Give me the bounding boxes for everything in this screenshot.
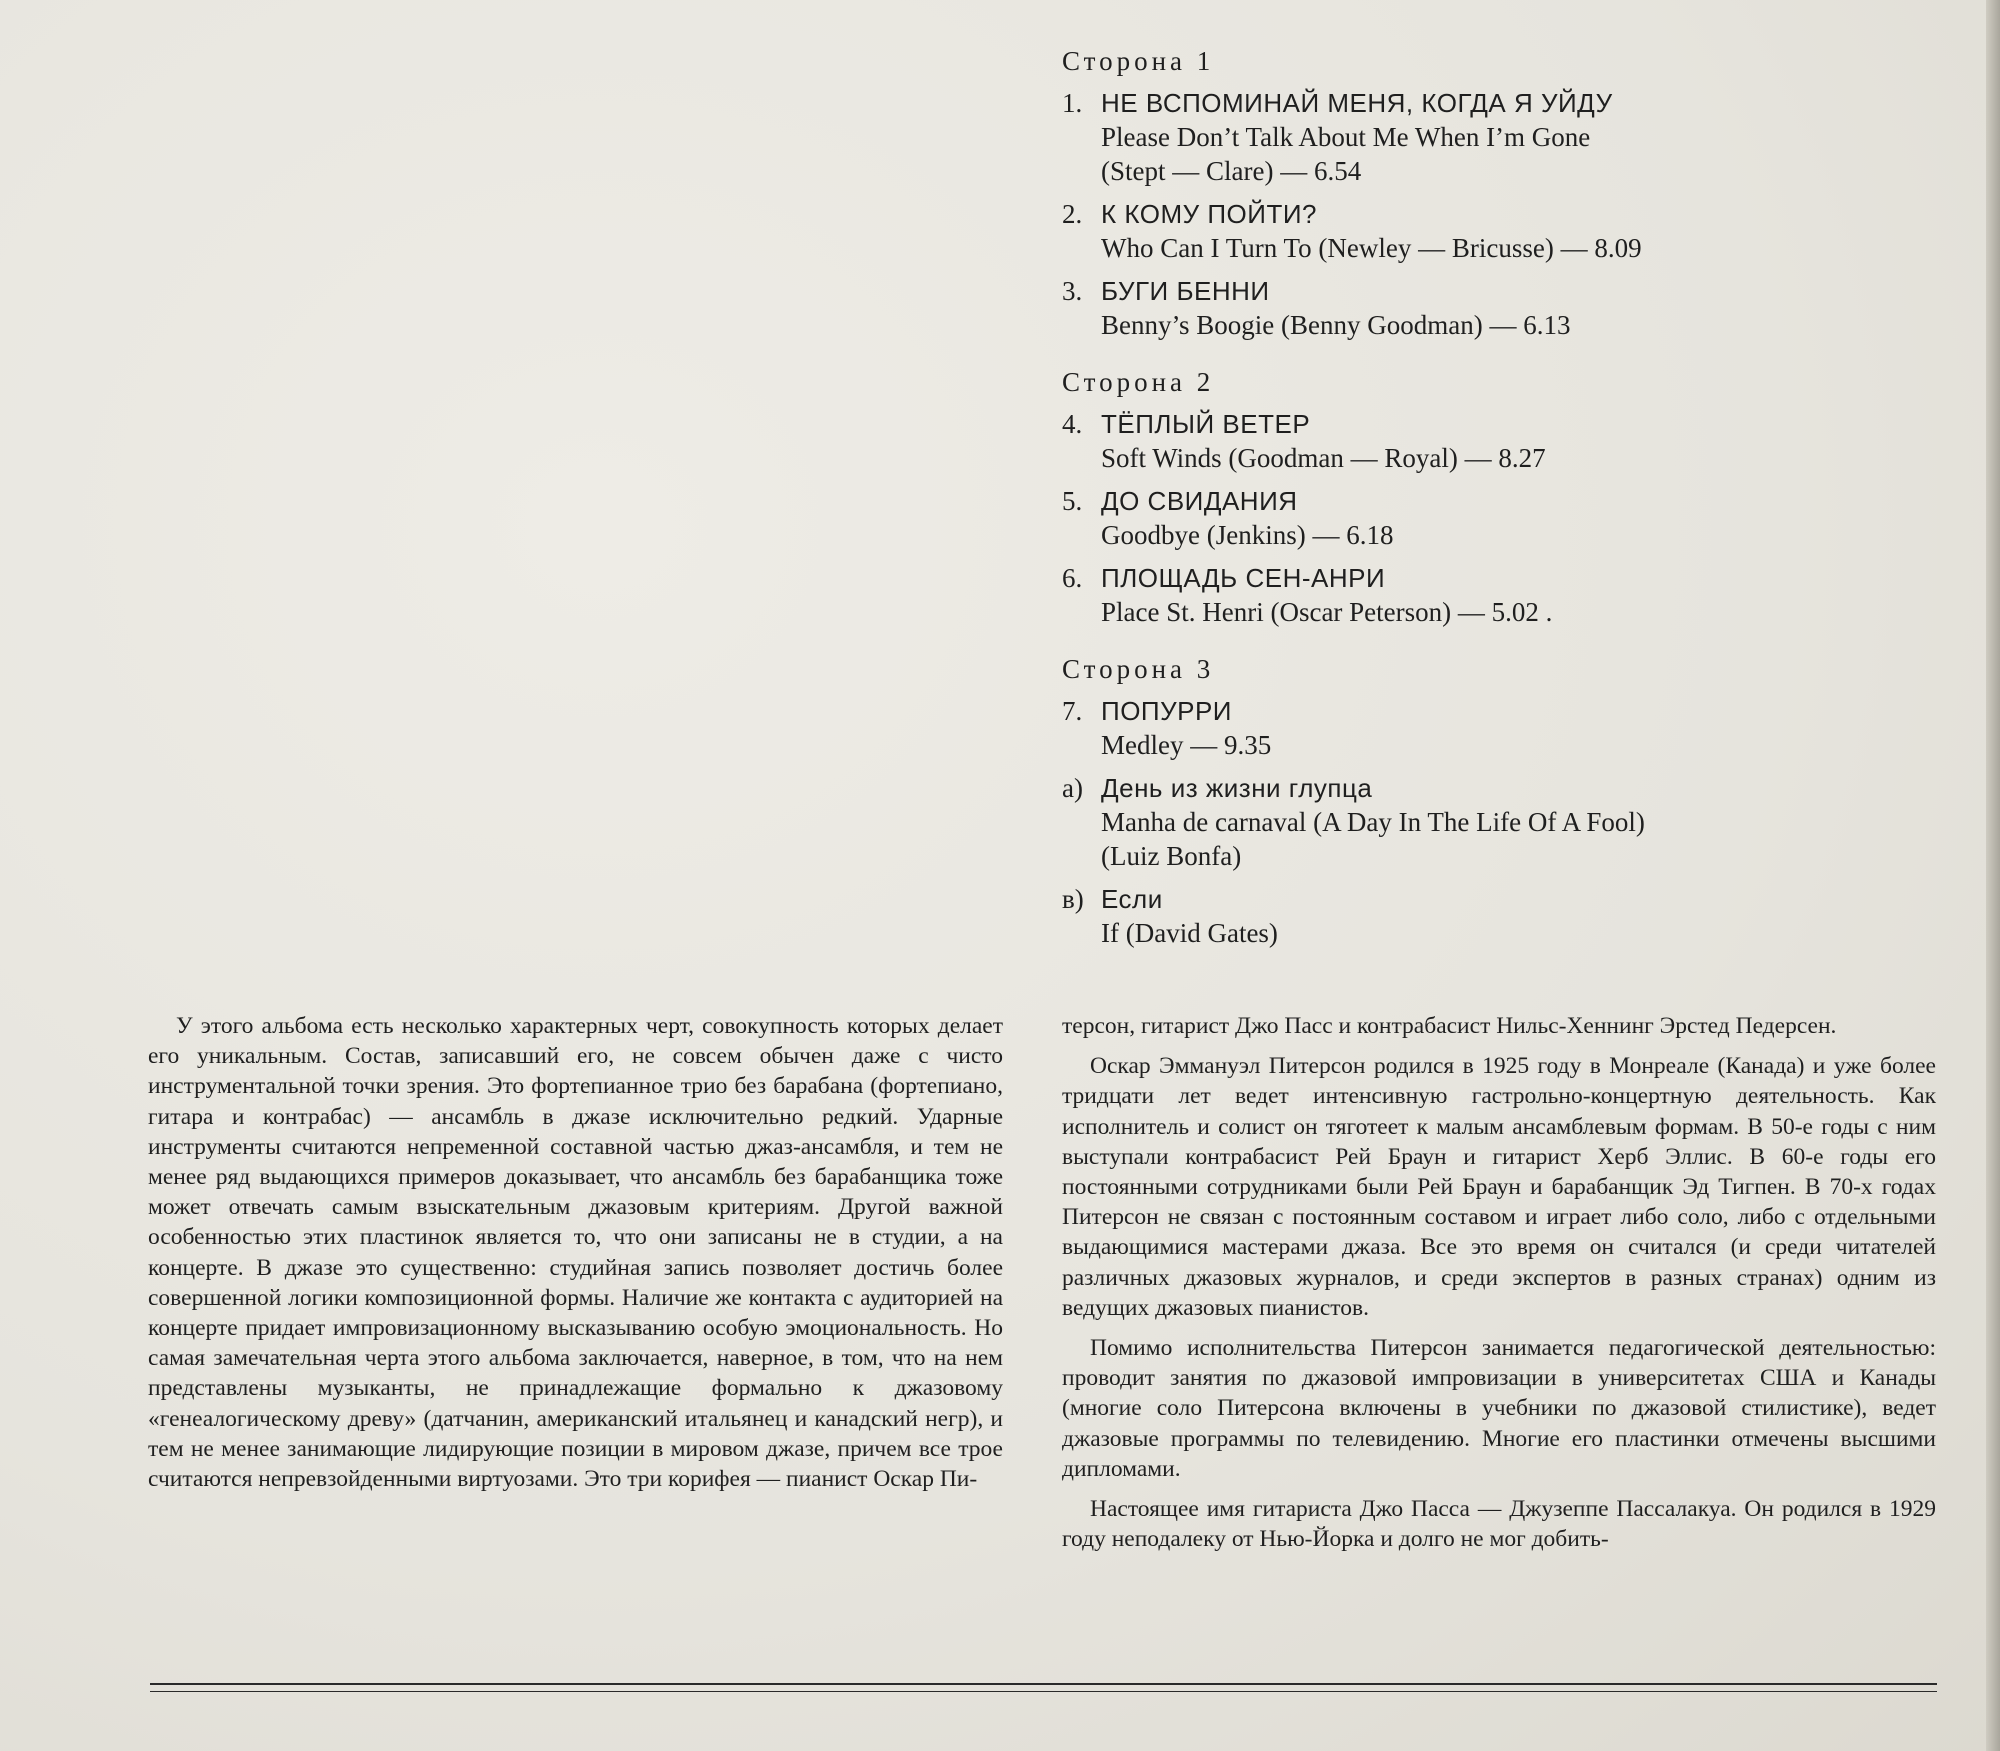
track-credit: Manha de carnaval (A Day In The Life Of A Fool) <box>1101 807 1645 837</box>
track-credit: (Stept — Clare) — 6.54 <box>1101 156 1362 186</box>
bottom-rule-thin <box>150 1691 1937 1692</box>
track-number: 6. <box>1062 563 1083 593</box>
track-title: День из жизни глупца <box>1101 773 1373 803</box>
track-credit: Medley — 9.35 <box>1101 730 1272 760</box>
side-heading: Сторона 2 <box>1062 367 1215 397</box>
track-number: 1. <box>1062 88 1083 118</box>
track-title: Если <box>1101 884 1163 914</box>
track-title: К КОМУ ПОЙТИ? <box>1101 199 1317 229</box>
side-3 <box>1062 652 1942 950</box>
track-item <box>1062 694 1942 762</box>
track-item <box>1062 771 1942 873</box>
side-heading: Сторона 1 <box>1062 46 1215 76</box>
track-item <box>1062 882 1942 950</box>
track-credit: Who Can I Turn To (Newley — Bricusse) — 8.09 <box>1101 233 1642 263</box>
track-number: 4. <box>1062 409 1083 439</box>
track-number: а) <box>1062 773 1083 803</box>
track-title: ПЛОЩАДЬ СЕН-АНРИ <box>1101 563 1386 593</box>
track-title: БУГИ БЕННИ <box>1101 276 1270 306</box>
track-credit: (Luiz Bonfa) <box>1101 841 1242 871</box>
track-credit: Benny’s Boogie (Benny Goodman) — 6.13 <box>1101 310 1571 340</box>
track-item <box>1062 197 1942 265</box>
track-number: 5. <box>1062 486 1083 516</box>
track-item <box>1062 484 1942 552</box>
track-number: в) <box>1062 884 1084 914</box>
side-heading: Сторона 3 <box>1062 654 1215 684</box>
track-title: ТЁПЛЫЙ ВЕТЕР <box>1101 409 1311 439</box>
track-title: ПОПУРРИ <box>1101 696 1232 726</box>
track-title: НЕ ВСПОМИНАЙ МЕНЯ, КОГДА Я УЙДУ <box>1101 88 1613 118</box>
liner-notes-right-column <box>1062 1011 1936 1564</box>
liner-notes-left-column <box>148 1011 1003 1504</box>
paragraph: У этого альбома есть несколько характерных черт, совокупность которых делает его уникальным. Состав, записавший его, не совсем обычен даже с чисто инструментальной точки зрения. Это фортепианное трио без барабана (фортепиано, гитара и контрабас) — ансамбль в джазе исключительно редкий. Ударные инструменты считаются непременной составной частью джаз-ансамбля, и тем не менее ряд выдающихся примеров доказывает, что ансамбль без барабанщика тоже может отвечать самым взыскательным джазовым критериям. Другой важной особенностью этих пластинок является то, что они записаны не в студии, а на концерте. В джазе это существенно: студийная запись позволяет достичь более совершенной логики композиционной формы. Наличие же контакта с аудиторией на концерте придает импровизационному высказыванию особую эмоциональность. Но самая замечательная черта этого альбома заключается, наверное, в том, что на нем представлены музыканты, не принадлежащие формально к джазовому «генеалогическому древу» (датчанин, американский итальянец и канадский негр), и тем не менее занимающие лидирующие позиции в мировом джазе, причем все трое считаются непревзойденными виртуозами. Это три корифея — пианист Оскар Пи- <box>148 1013 1003 1493</box>
page-edge-shadow <box>1986 0 2000 1751</box>
side-2 <box>1062 365 1942 629</box>
track-item <box>1062 86 1942 188</box>
paragraph: Помимо исполнительства Питерсон занимается педагогической деятельностью: проводит занятия по джазовой импровизации в университетах США и Канады (многие соло Питерсона включены в учебники по джазовой стилистике), ведет джазовые программы по телевидению. Многие его пластинки отмечены высшими дипломами. <box>1062 1335 1936 1482</box>
track-number: 7. <box>1062 696 1083 726</box>
track-listing <box>1062 44 1942 959</box>
track-item <box>1062 407 1942 475</box>
track-credit: Goodbye (Jenkins) — 6.18 <box>1101 520 1394 550</box>
track-title: ДО СВИДАНИЯ <box>1101 486 1298 516</box>
track-credit: Place St. Henri (Oscar Peterson) — 5.02 . <box>1101 597 1553 627</box>
track-credit: Please Don’t Talk About Me When I’m Gone <box>1101 122 1591 152</box>
track-item <box>1062 561 1942 629</box>
side-1 <box>1062 44 1942 342</box>
track-number: 3. <box>1062 276 1083 306</box>
paragraph: терсон, гитарист Джо Пасс и контрабасист Нильс-Хеннинг Эрстед Педерсен. <box>1062 1013 1837 1039</box>
track-number: 2. <box>1062 199 1083 229</box>
paragraph: Оскар Эммануэл Питерсон родился в 1925 году в Монреале (Канада) и уже более тридцати лет ведет интенсивную гастрольно-концертную деятельность. Как исполнитель и солист он тяготеет к малым ансамблевым формам. В 50-е годы с ним выступали контрабасист Рей Браун и гитарист Херб Эллис. В 60-е годы его постоянными сотрудниками были Рей Браун и барабанщик Эд Тигпен. В 70-х годах Питерсон не связан с постоянным составом и играет либо соло, либо с отдельными выдающимися мастерами джаза. Все это время он считался (и среди читателей различных джазовых журналов, и среди экспертов в разных странах) одним из ведущих джазовых пианистов. <box>1062 1053 1936 1321</box>
bottom-rule <box>150 1683 1937 1685</box>
track-credit: If (David Gates) <box>1101 918 1278 948</box>
track-credit: Soft Winds (Goodman — Royal) — 8.27 <box>1101 443 1546 473</box>
paragraph: Настоящее имя гитариста Джо Пасса — Джузеппе Пассалакуа. Он родился в 1929 году неподалеку от Нью-Йорка и долго не мог добить- <box>1062 1496 1936 1553</box>
track-item <box>1062 274 1942 342</box>
